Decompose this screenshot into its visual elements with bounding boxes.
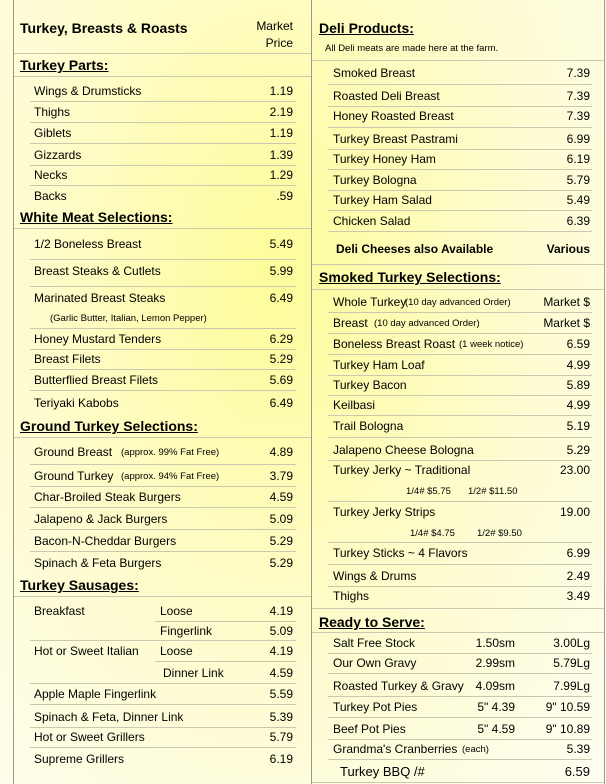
menu-item-name: Roasted Deli Breast [333,89,440,103]
menu-item-name: Beef Pot Pies [333,722,406,736]
menu-item-variant: Dinner Link [163,666,224,680]
menu-item-note: (1 week notice) [459,339,524,350]
menu-item-price: 23.00 [559,463,590,477]
menu-item-name: Butterflied Breast Filets [34,373,159,387]
menu-item-name: Honey Mustard Tenders [34,332,162,346]
column-divider [311,0,312,784]
menu-item-name: Gizzards [34,148,82,162]
menu-item-price: 7.39 [566,66,590,80]
menu-item-name: Char-Broiled Steak Burgers [34,490,181,504]
menu-item-price: 2.49 [566,569,590,583]
menu-item-name: Ground Breast [34,445,113,459]
menu-item-small-price: 2.99sm [475,656,515,670]
deli-cheese-price: Various [546,242,590,256]
menu-item-price: 6.29 [269,332,293,346]
menu-item-price: 5.79 [566,173,590,187]
menu-item-price: 7.99Lg [553,679,590,693]
menu-item-price: 4.99 [566,358,590,372]
menu-item-price: 4.59 [269,666,293,680]
bbq-price: 6.59 [564,764,590,779]
price-label: Price [265,36,293,50]
menu-item-name: Turkey Bologna [333,173,417,187]
menu-item-price: 7.39 [566,89,590,103]
menu-item-name: Wings & Drums [333,569,417,583]
menu-item-name: Jalapeno & Jack Burgers [34,512,168,526]
menu-item-price: 5.79Lg [553,656,590,670]
menu-item-name: Boneless Breast Roast [333,337,456,351]
menu-item-name: Turkey Sticks ~ 4 Flavors [333,546,468,560]
page-title: Turkey, Breasts & Roasts [20,20,188,36]
menu-item-name: Bacon-N-Cheddar Burgers [34,534,177,548]
menu-item-price: 6.49 [269,291,293,305]
menu-item-price: 5.09 [269,512,293,526]
section-heading-deli-products: Deli Products: [319,20,414,36]
menu-item-price: 5.79 [269,730,293,744]
menu-item-variant: Loose [160,604,193,618]
menu-item-name: Spinach & Feta Burgers [34,556,162,570]
menu-item-price: 5.69 [269,373,293,387]
menu-item-price: 7.39 [566,109,590,123]
menu-item-price: 5.89 [566,378,590,392]
menu-item-price: 1.19 [269,126,293,140]
menu-item-price: 2.19 [269,105,293,119]
menu-item-name: Backs [34,189,67,203]
menu-item-name: Thighs [34,105,71,119]
menu-item-name: Keilbasi [333,398,376,412]
menu-item-name: Breakfast [34,604,85,618]
menu-item-price: 6.19 [566,152,590,166]
menu-item-price: 3.00Lg [553,636,590,650]
menu-item-name: Wings & Drumsticks [34,84,142,98]
menu-item-price: 6.99 [566,546,590,560]
bbq-label: Turkey BBQ /# [340,764,425,779]
menu-item-note: (10 day advanced Order) [374,318,480,329]
menu-item-price: 4.89 [269,445,293,459]
menu-item-name: Grandma's Cranberries [333,742,458,756]
menu-item-price: 6.99 [566,132,590,146]
menu-item-name: Trail Bologna [333,419,404,433]
menu-item-note: (approx. 99% Fat Free) [121,447,220,458]
menu-item-price: 5.59 [269,687,293,701]
menu-item-price: 5.29 [566,443,590,457]
menu-item-price: 4.19 [269,604,293,618]
deli-note: All Deli meats are made here at the farm. [325,43,499,54]
menu-item-price: .59 [276,189,293,203]
menu-item-price: 6.39 [566,214,590,228]
menu-item-price: 6.19 [269,752,293,766]
menu-item-name: Turkey Ham Salad [333,193,432,207]
menu-item-name: Roasted Turkey & Gravy [333,679,464,693]
menu-item-price: 5.49 [269,237,293,251]
menu-item-price: Market $ [543,295,590,309]
menu-item-name: Turkey Jerky ~ Traditional [333,463,471,477]
menu-item-name: Chicken Salad [333,214,411,228]
menu-item-name: Apple Maple Fingerlink [34,687,157,701]
menu-item-price: 1.19 [269,84,293,98]
menu-item-price: 6.59 [566,337,590,351]
menu-item-name: Turkey Jerky Strips [333,505,436,519]
menu-item-variant: Fingerlink [160,624,213,638]
menu-item-name: Hot or Sweet Italian [34,644,139,658]
menu-item-name: Honey Roasted Breast [333,109,454,123]
menu-item-price: 1.39 [269,148,293,162]
menu-item-name: Marinated Breast Steaks [34,291,166,305]
menu-item-note: (each) [462,744,489,755]
section-heading-smoked-turkey: Smoked Turkey Selections: [319,269,501,285]
menu-item-note: (approx. 94% Fat Free) [121,471,220,482]
jerky-size-option: 1/2# $11.50 [468,486,518,497]
menu-item-price: Market $ [543,316,590,330]
section-heading-turkey-parts: Turkey Parts: [20,57,109,73]
menu-item-name: Breast Filets [34,352,101,366]
menu-item-price: 9" 10.59 [545,700,590,714]
menu-item-price: 5.39 [566,742,590,756]
menu-item-name: Turkey Honey Ham [333,152,436,166]
menu-item-price: 5.99 [269,264,293,278]
menu-item-price: 5.09 [269,624,293,638]
menu-item-name: Hot or Sweet Grillers [34,730,145,744]
menu-item-name: Smoked Breast [333,66,416,80]
menu-item-price: 5.39 [269,710,293,724]
menu-item-price: 19.00 [559,505,590,519]
menu-item-price: 6.49 [269,396,293,410]
menu-item-price: 4.59 [269,490,293,504]
menu-item-name: Teriyaki Kabobs [34,396,119,410]
menu-item-price: 3.79 [269,469,293,483]
menu-item-name: Ground Turkey [34,469,114,483]
menu-item-small-price: 5" 4.59 [477,722,515,736]
menu-item-name: Turkey Pot Pies [333,700,418,714]
menu-item-name: Jalapeno Cheese Bologna [333,443,474,457]
menu-item-name: Necks [34,168,68,182]
menu-item-price: 5.19 [566,419,590,433]
section-heading-ground-turkey: Ground Turkey Selections: [20,418,198,434]
jerky-size-option: 1/4# $4.75 [410,528,455,539]
menu-item-name: Breast [333,316,368,330]
section-heading-turkey-sausages: Turkey Sausages: [20,577,139,593]
menu-item-name: Giblets [34,126,72,140]
menu-item-small-price: 1.50sm [475,636,515,650]
menu-item-small-price: 5" 4.39 [477,700,515,714]
menu-item-note: (Garlic Butter, Italian, Lemon Pepper) [50,313,207,324]
menu-item-name: Breast Steaks & Cutlets [34,264,161,278]
menu-item-price: 3.49 [566,589,590,603]
menu-item-name: Spinach & Feta, Dinner Link [34,710,184,724]
deli-cheese-label: Deli Cheeses also Available [336,242,494,256]
menu-item-name: Our Own Gravy [333,656,417,670]
menu-item-small-price: 4.09sm [475,679,515,693]
jerky-size-option: 1/4# $5.75 [406,486,451,497]
menu-item-name: Supreme Grillers [34,752,125,766]
section-heading-ready-to-serve: Ready to Serve: [319,614,425,630]
menu-item-price: 4.19 [269,644,293,658]
menu-item-note: (10 day advanced Order) [405,297,511,308]
market-label: Market [256,19,293,33]
menu-item-name: Salt Free Stock [333,636,416,650]
left-border [13,0,14,784]
menu-item-name: 1/2 Boneless Breast [34,237,142,251]
menu-item-name: Turkey Ham Loaf [333,358,425,372]
menu-item-price: 5.49 [566,193,590,207]
menu-item-name: Turkey Breast Pastrami [333,132,458,146]
section-heading-white-meat: White Meat Selections: [20,209,173,225]
menu-item-price: 5.29 [269,352,293,366]
menu-item-price: 1.29 [269,168,293,182]
menu-item-variant: Loose [160,644,193,658]
menu-item-name: Thighs [333,589,370,603]
jerky-size-option: 1/2# $9.50 [477,528,522,539]
menu-item-price: 5.29 [269,534,293,548]
menu-item-price: 5.29 [269,556,293,570]
menu-item-price: 9" 10.89 [545,722,590,736]
menu-item-price: 4.99 [566,398,590,412]
right-border [604,0,605,784]
menu-item-name: Whole Turkey [333,295,407,309]
menu-item-name: Turkey Bacon [333,378,407,392]
